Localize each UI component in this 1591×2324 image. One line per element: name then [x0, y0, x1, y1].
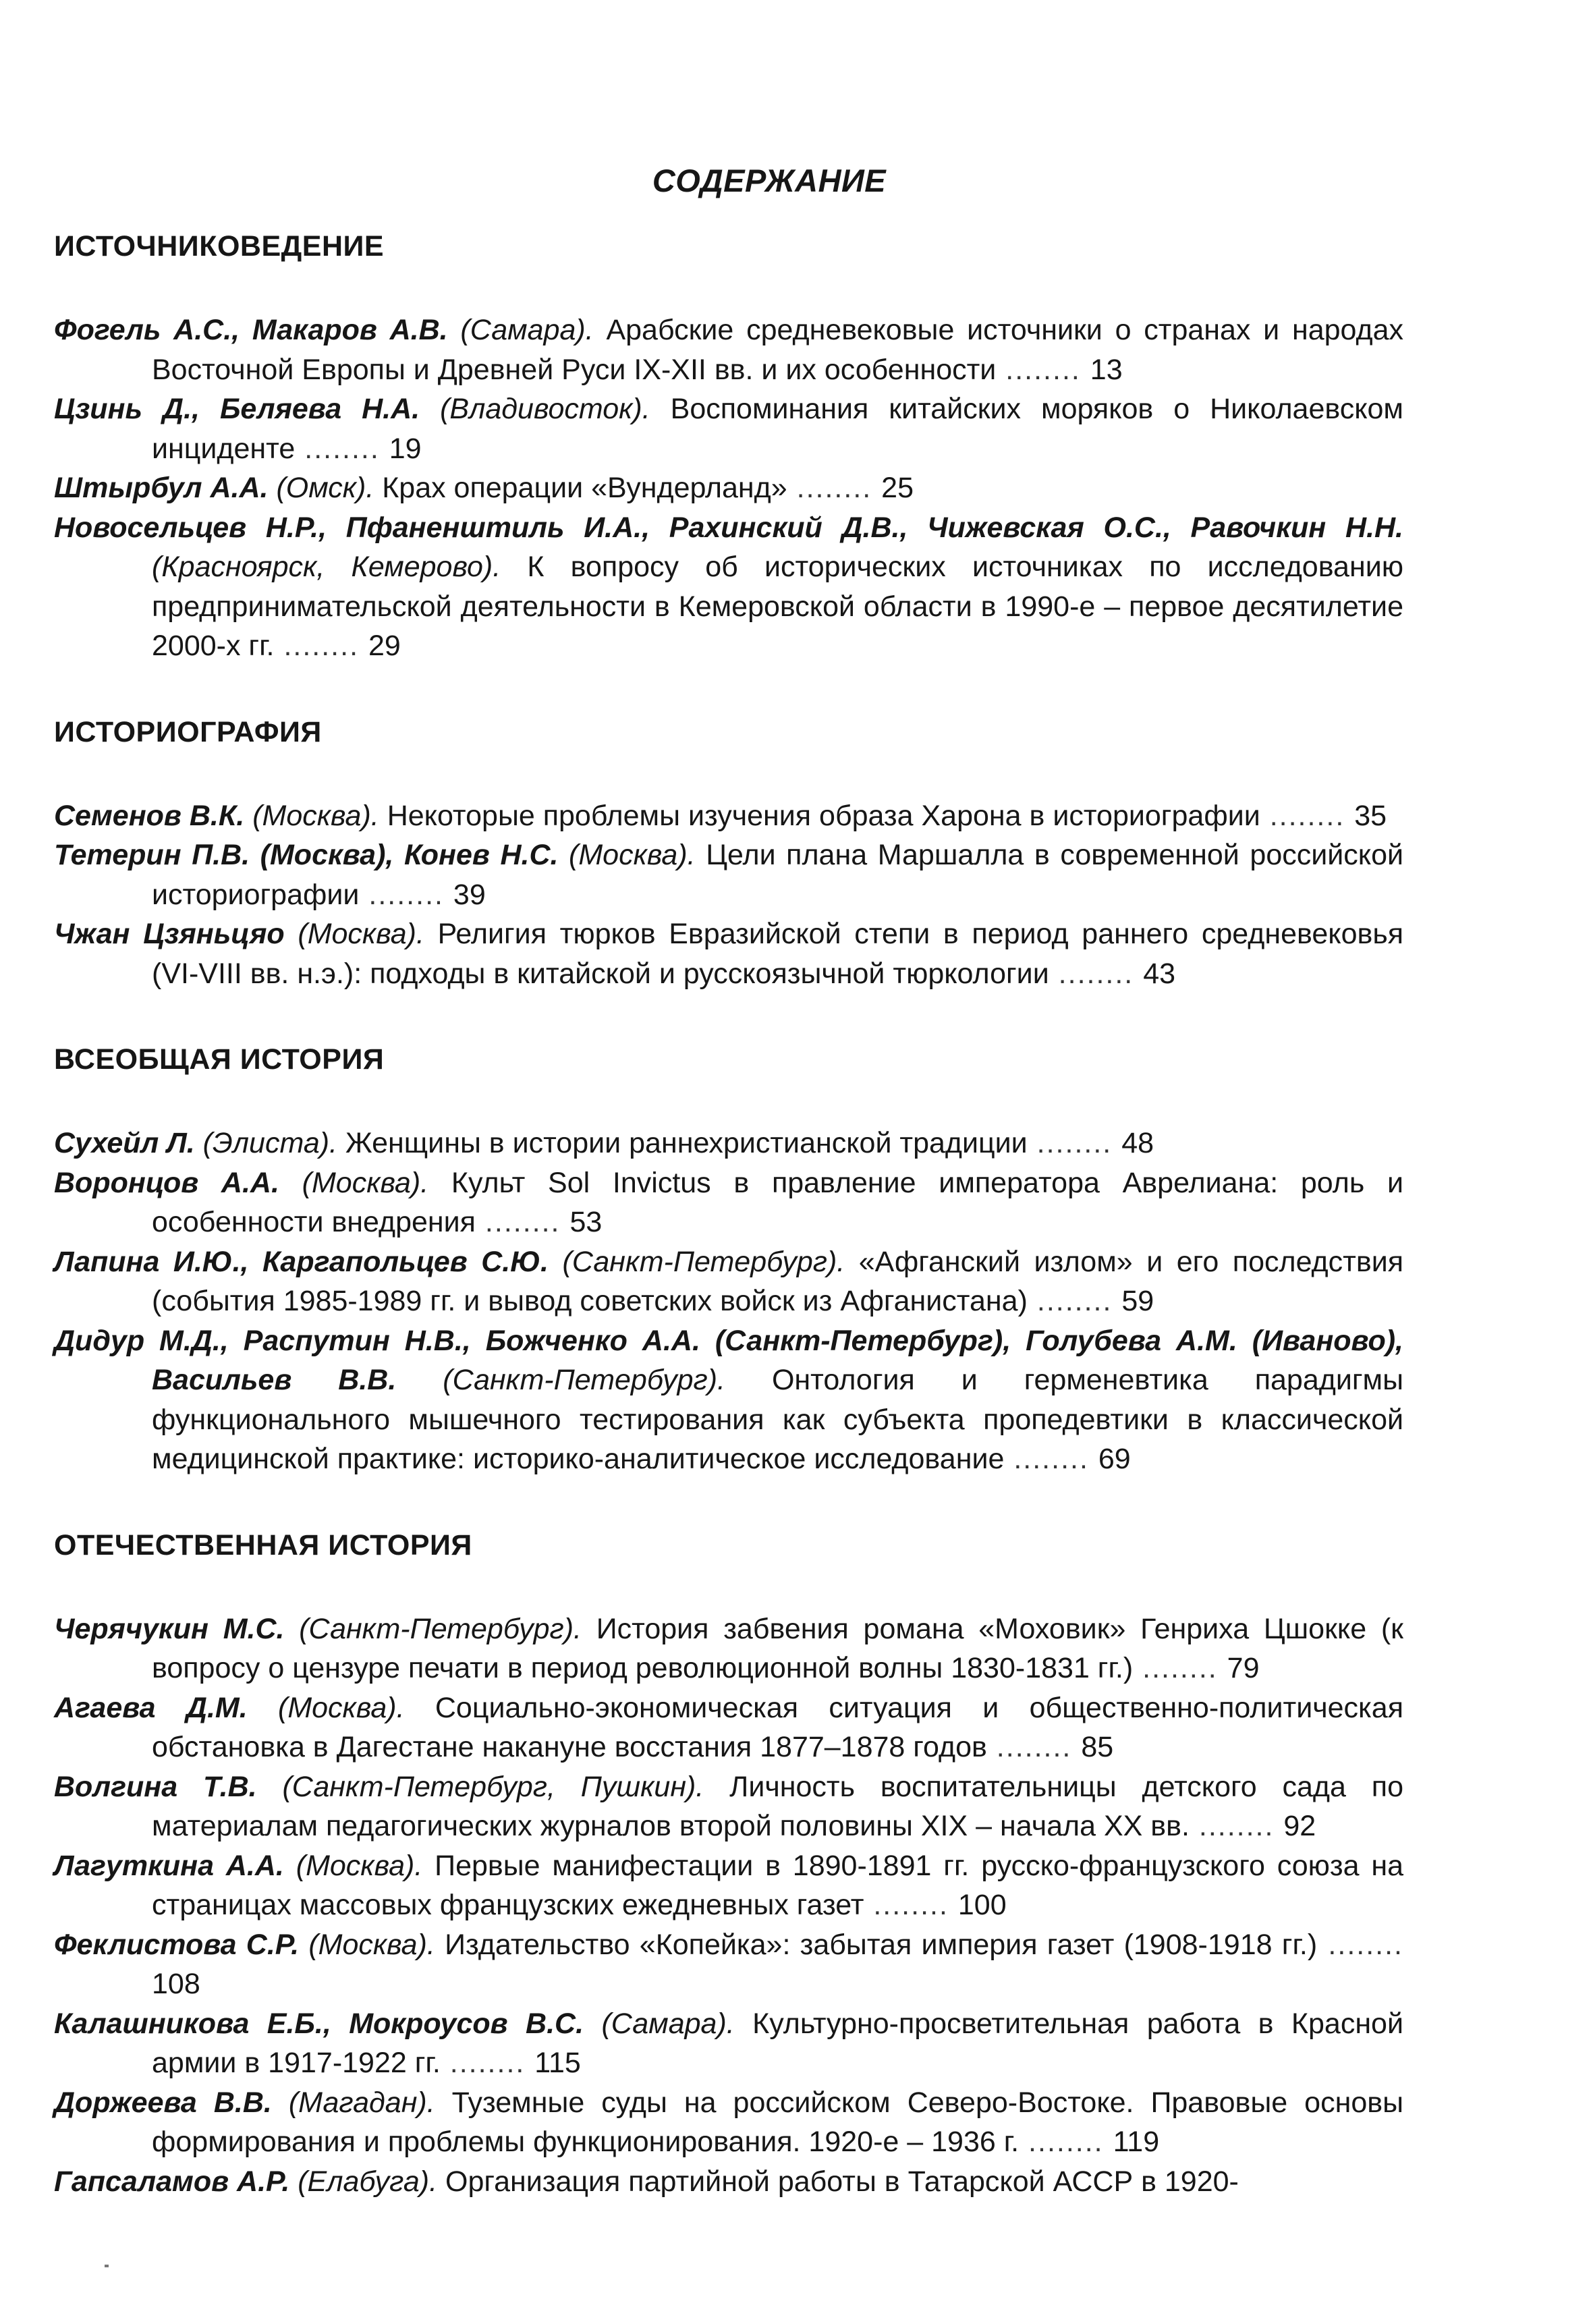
- entry-authors: Калашникова Е.Б., Мокроусов В.С.: [54, 2007, 584, 2040]
- entry-title: Некоторые проблемы изучения образа Харона в историографии: [387, 799, 1260, 832]
- entry-page-number: 19: [389, 432, 422, 465]
- entry-authors: Цзинь Д., Беляева Н.А.: [54, 393, 420, 425]
- entry-page-number: 85: [1081, 1731, 1114, 1763]
- entry-page-number: 39: [453, 878, 486, 911]
- entry-authors: Новосельцев Н.Р., Пфаненштиль И.А., Рахинский Д.В., Чижевская О.С., Равочкин Н.Н.: [54, 511, 1403, 544]
- entry-authors: Черячукин М.С.: [54, 1612, 285, 1645]
- entry-title: Первые манифестации в 1890-1891 гг. русско-французского союза на страницах массовых французских ежедневных газет: [152, 1849, 1403, 1921]
- entry-city: (Москва).: [296, 1849, 423, 1882]
- entry-authors: Штырбул А.А.: [54, 472, 269, 504]
- section-title: ВСЕОБЩАЯ ИСТОРИЯ: [54, 1043, 385, 1076]
- dot-leader: ........: [1019, 2126, 1113, 2158]
- entry-page-number: 108: [152, 1968, 200, 2000]
- dot-leader: ........: [1317, 1928, 1403, 1961]
- entry-authors: Тетерин П.В. (Москва), Конев Н.С.: [54, 839, 559, 871]
- entry-page-number: 35: [1354, 799, 1387, 832]
- entry-page-number: 92: [1283, 1810, 1316, 1842]
- entry-authors: Фогель А.С., Макаров А.В.: [54, 314, 448, 346]
- entry-title: Онтология и герменевтика парадигмы функционального мышечного тестирования как субъекта пропедевтики в классической медицинской практике: историко-аналитическое исследование: [152, 1364, 1403, 1475]
- entry-city: (Москва).: [569, 839, 696, 871]
- entry-title: Религия тюрков Евразийской степи в период раннего средневековья (VI-VIII вв. н.э.): подходы в китайской и русскоязычной тюркологии: [152, 918, 1404, 990]
- toc-section: [54, 230, 1403, 666]
- entry-authors: Доржеева В.В.: [54, 2086, 272, 2119]
- entry-title: Крах операции «Вундерланд»: [382, 472, 787, 504]
- section-title: ОТЕЧЕСТВЕННАЯ ИСТОРИЯ: [54, 1528, 472, 1561]
- entry-city: (Санкт-Петербург).: [562, 1245, 845, 1278]
- entry-city: (Самара).: [601, 2007, 735, 2040]
- entry-city: (Владивосток).: [440, 393, 650, 425]
- stray-mark: [105, 2265, 109, 2267]
- dot-leader: ........: [274, 630, 368, 662]
- toc-entry: [54, 310, 1403, 389]
- entry-page-number: 119: [1113, 2126, 1160, 2158]
- entry-city: (Омск).: [276, 472, 374, 504]
- dot-leader: ........: [359, 878, 453, 911]
- entry-title: Женщины в истории раннехристианской традиции: [345, 1127, 1028, 1159]
- entry-page-number: 69: [1098, 1443, 1131, 1475]
- entry-page-number: 29: [368, 630, 401, 662]
- entry-city: (Красноярск, Кемерово).: [152, 551, 501, 583]
- toc-entry: [54, 1925, 1403, 2004]
- entry-page-number: 25: [881, 472, 914, 504]
- toc-entry: [54, 468, 1403, 508]
- toc-entry: [54, 1767, 1403, 1846]
- dot-leader: ........: [295, 432, 389, 465]
- entry-page-number: 100: [957, 1889, 1007, 1921]
- entry-title: История забвения романа «Моховик» Генриха Цшокке (к вопросу о цензуре печати в период революционной волны 1830-1831 гг.): [152, 1612, 1403, 1684]
- dot-leader: ........: [864, 1889, 958, 1921]
- dot-leader: ........: [986, 1731, 1082, 1763]
- entry-city: (Москва).: [252, 799, 379, 832]
- entry-title: «Афганский излом» и его последствия (события 1985-1989 гг. и вывод советских войск из Афганистана): [152, 1245, 1403, 1317]
- entry-authors: Воронцов А.А.: [54, 1166, 279, 1199]
- entry-city: (Москва).: [308, 1928, 435, 1961]
- entry-authors: Лапина И.Ю., Каргапольцев С.Ю.: [54, 1245, 549, 1278]
- toc-section: [54, 716, 1403, 994]
- entry-title: Личность воспитательницы детского сада по материалам педагогических журналов второй половины XIX – начала XX вв.: [152, 1770, 1403, 1842]
- entry-city: (Москва).: [278, 1691, 405, 1724]
- toc-entry: [54, 1609, 1403, 1688]
- entry-city: (Самара).: [460, 314, 594, 346]
- toc-entry: [54, 796, 1403, 836]
- entry-authors: Чжан Цзяньцяо: [54, 918, 285, 950]
- toc-entry: [54, 1242, 1403, 1321]
- entry-title: Арабские средневековые источники о странах и народах Восточной Европы и Древней Руси IX-XII вв. и их особенности: [152, 314, 1404, 386]
- table-of-contents: [54, 162, 1403, 2251]
- dot-leader: ........: [1049, 957, 1144, 990]
- page-title: СОДЕРЖАНИЕ: [652, 163, 887, 198]
- entry-title: Социально-экономическая ситуация и общественно-политическая обстановка в Дагестане накануне восстания 1877–1878 годов: [152, 1691, 1403, 1763]
- entry-page-number: 79: [1227, 1652, 1260, 1684]
- entry-city: (Элиста).: [202, 1127, 337, 1159]
- entry-title: Туземные суды на российском Северо-Востоке. Правовые основы формирования и проблемы функционирования. 1920-е – 1936 г.: [152, 2086, 1403, 2158]
- dot-leader: ........: [1189, 1810, 1284, 1842]
- dot-leader: ........: [787, 472, 882, 504]
- sections-container: [54, 230, 1403, 2201]
- toc-entry: [54, 1321, 1403, 1479]
- entry-authors: Агаева Д.М.: [54, 1691, 248, 1724]
- toc-entry: [54, 1688, 1403, 1767]
- entry-authors: Сухейл Л.: [54, 1127, 195, 1159]
- entry-page-number: 59: [1121, 1285, 1154, 1317]
- entry-page-number: 43: [1143, 957, 1176, 990]
- dot-leader: ........: [1260, 799, 1355, 832]
- dot-leader: ........: [1027, 1127, 1122, 1159]
- dot-leader: ........: [440, 2047, 535, 2079]
- entry-title: Организация партийной работы в Татарской АССР в 1920-: [445, 2165, 1239, 2198]
- toc-entry: [54, 914, 1403, 993]
- entry-city: (Елабуга).: [298, 2165, 438, 2198]
- entry-page-number: 115: [534, 2047, 581, 2079]
- toc-entry: [54, 2162, 1403, 2202]
- toc-section: [54, 1529, 1403, 2202]
- entry-city: (Санкт-Петербург).: [299, 1612, 582, 1645]
- dot-leader: ........: [1004, 1443, 1098, 1475]
- entry-authors: Волгина Т.В.: [54, 1770, 257, 1803]
- entry-title: Культ Sol Invictus в правление императора Аврелиана: роль и особенности внедрения: [152, 1166, 1404, 1238]
- entry-authors: Семенов В.К.: [54, 799, 245, 832]
- toc-entry: [54, 389, 1403, 468]
- dot-leader: ........: [475, 1206, 570, 1238]
- entry-authors: Феклистова С.Р.: [54, 1928, 300, 1961]
- entry-city: (Москва).: [298, 918, 424, 950]
- entry-city: (Москва).: [302, 1166, 429, 1199]
- entry-page-number: 48: [1121, 1127, 1154, 1159]
- toc-entry: [54, 508, 1403, 666]
- toc-entry: [54, 2083, 1403, 2162]
- toc-entry: [54, 835, 1403, 914]
- entry-title: Издательство «Копейка»: забытая империя газет (1908-1918 гг.): [445, 1928, 1318, 1961]
- toc-entry: [54, 1846, 1403, 1925]
- dot-leader: ........: [1027, 1285, 1122, 1317]
- toc-entry: [54, 1163, 1403, 1242]
- entry-page-number: 13: [1090, 353, 1123, 386]
- entry-city: (Магадан).: [288, 2086, 435, 2119]
- toc-entry: [54, 1124, 1403, 1163]
- entry-authors: Гапсаламов А.Р.: [54, 2165, 290, 2198]
- toc-entry: [54, 2004, 1403, 2083]
- dot-leader: ........: [996, 353, 1090, 386]
- entry-title: К вопросу об исторических источниках по исследованию предпринимательской деятельности в Кемеровской области в 1990-е – первое десятилетие 2000-х гг.: [152, 551, 1403, 662]
- toc-section: [54, 1043, 1403, 1479]
- entry-title: Воспоминания китайских моряков о Николаевском инциденте: [152, 393, 1403, 465]
- entry-authors: Лагуткина А.А.: [54, 1849, 284, 1882]
- entry-title: Культурно-просветительная работа в Красной армии в 1917-1922 гг.: [152, 2007, 1403, 2079]
- entry-authors: Дидур М.Д., Распутин Н.В., Божченко А.А. (Санкт-Петербург), Голубева А.М. (Иваново), Васильев В.В.: [54, 1324, 1403, 1396]
- dot-leader: ........: [1133, 1652, 1227, 1684]
- entry-city: (Санкт-Петербург).: [443, 1364, 725, 1396]
- section-title: ИСТОЧНИКОВЕДЕНИЕ: [54, 230, 385, 262]
- entry-title: Цели плана Маршалла в современной российской историографии: [152, 839, 1403, 911]
- entry-page-number: 53: [569, 1206, 603, 1238]
- entry-city: (Санкт-Петербург, Пушкин).: [282, 1770, 704, 1803]
- section-title: ИСТОРИОГРАФИЯ: [54, 715, 322, 748]
